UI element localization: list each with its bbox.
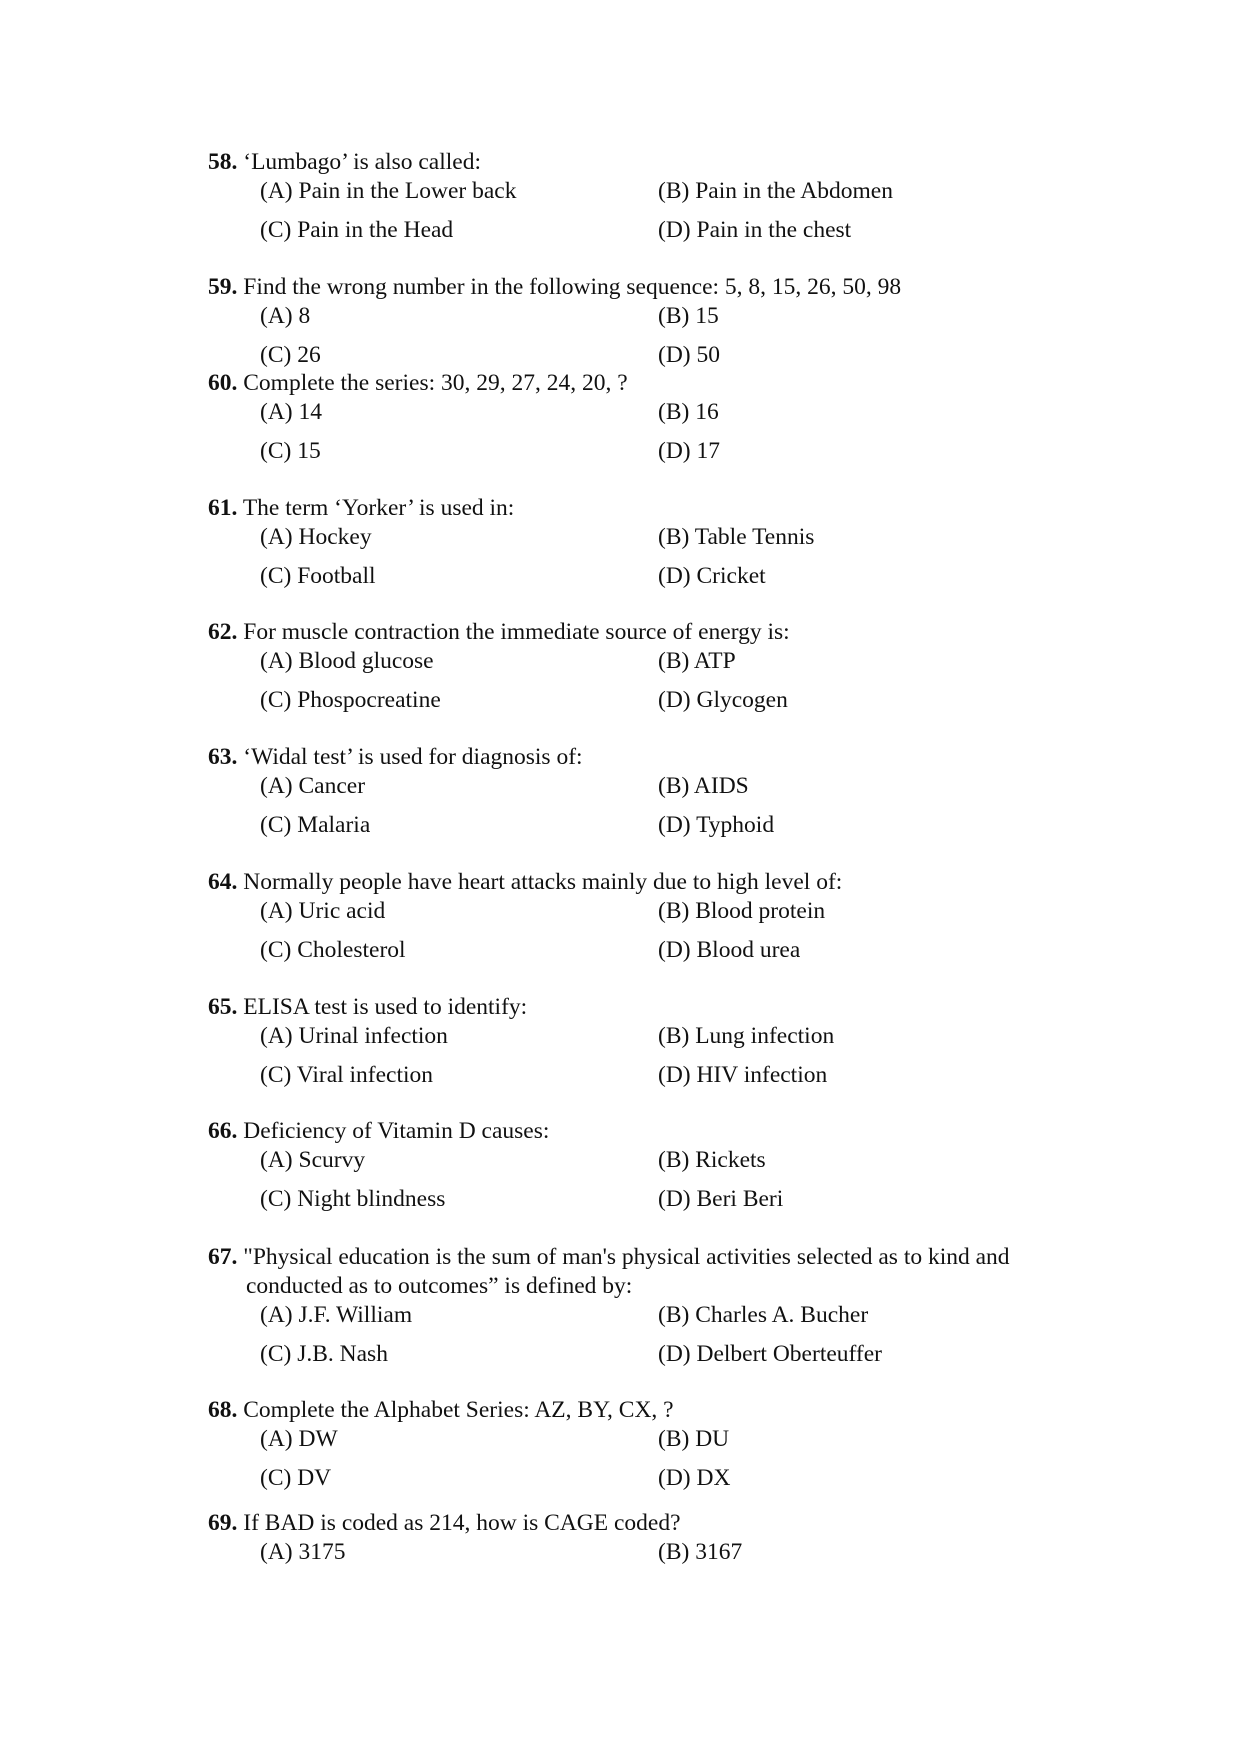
option-b: (B) Blood protein bbox=[658, 898, 826, 924]
option-a: (A) Pain in the Lower back bbox=[260, 178, 517, 204]
option-a: (A) Scurvy bbox=[260, 1147, 366, 1173]
question-text: Complete the series: 30, 29, 27, 24, 20, ? bbox=[243, 370, 628, 396]
option-b: (B) DU bbox=[658, 1426, 730, 1452]
question-text-continued: conducted as to outcomes” is defined by: bbox=[246, 1273, 633, 1299]
option-b: (B) 15 bbox=[658, 303, 719, 329]
question-number: 59. bbox=[208, 274, 238, 300]
question-65 bbox=[208, 993, 1088, 1022]
option-c: (C) Phospocreatine bbox=[260, 687, 441, 713]
question-text: ‘Widal test’ is used for diagnosis of: bbox=[243, 744, 583, 770]
question-text: Complete the Alphabet Series: AZ, BY, CX, ? bbox=[243, 1397, 674, 1423]
option-d: (D) Beri Beri bbox=[658, 1186, 784, 1212]
option-b: (B) Charles A. Bucher bbox=[658, 1302, 869, 1328]
question-61 bbox=[208, 494, 1088, 523]
option-d: (D) Typhoid bbox=[658, 812, 775, 838]
option-d: (D) 50 bbox=[658, 342, 720, 368]
option-c: (C) Viral infection bbox=[260, 1062, 434, 1088]
option-b: (B) Lung infection bbox=[658, 1023, 835, 1049]
option-c: (C) Cholesterol bbox=[260, 937, 406, 963]
option-b: (B) ATP bbox=[658, 648, 736, 674]
option-d: (D) Cricket bbox=[658, 563, 766, 589]
option-d: (D) DX bbox=[658, 1465, 731, 1491]
question-60 bbox=[208, 369, 1088, 398]
option-d: (D) Pain in the chest bbox=[658, 217, 852, 243]
option-d: (D) Blood urea bbox=[658, 937, 801, 963]
option-a: (A) 14 bbox=[260, 399, 322, 425]
question-67 bbox=[208, 1243, 1080, 1301]
option-c: (C) Malaria bbox=[260, 812, 371, 838]
option-b: (B) Rickets bbox=[658, 1147, 766, 1173]
question-text: Find the wrong number in the following sequence: 5, 8, 15, 26, 50, 98 bbox=[243, 274, 902, 300]
option-a: (A) Hockey bbox=[260, 524, 372, 550]
option-d: (D) 17 bbox=[658, 438, 720, 464]
question-number: 69. bbox=[208, 1510, 238, 1536]
question-number: 58. bbox=[208, 149, 238, 175]
option-b: (B) 16 bbox=[658, 399, 719, 425]
option-c: (C) Pain in the Head bbox=[260, 217, 454, 243]
question-62 bbox=[208, 618, 1088, 647]
question-text: ‘Lumbago’ is also called: bbox=[243, 149, 482, 175]
option-c: (C) J.B. Nash bbox=[260, 1341, 388, 1367]
question-63 bbox=[208, 743, 1088, 772]
option-c: (C) DV bbox=[260, 1465, 332, 1491]
option-a: (A) Cancer bbox=[260, 773, 366, 799]
question-text: Deficiency of Vitamin D causes: bbox=[243, 1118, 550, 1144]
question-58 bbox=[208, 148, 1088, 177]
option-b: (B) Table Tennis bbox=[658, 524, 815, 550]
option-d: (D) Delbert Oberteuffer bbox=[658, 1341, 883, 1367]
option-b: (B) 3167 bbox=[658, 1539, 743, 1565]
question-number: 65. bbox=[208, 994, 238, 1020]
option-c: (C) 15 bbox=[260, 438, 321, 464]
question-66 bbox=[208, 1117, 1088, 1146]
question-69 bbox=[208, 1509, 1088, 1538]
option-b: (B) AIDS bbox=[658, 773, 749, 799]
question-text: The term ‘Yorker’ is used in: bbox=[242, 495, 515, 521]
option-d: (D) Glycogen bbox=[658, 687, 788, 713]
question-number: 61. bbox=[208, 495, 238, 521]
option-d: (D) HIV infection bbox=[658, 1062, 828, 1088]
question-number: 60. bbox=[208, 370, 238, 396]
question-number: 63. bbox=[208, 744, 238, 770]
question-number: 67. bbox=[208, 1244, 238, 1270]
question-59 bbox=[208, 273, 1088, 302]
option-c: (C) Football bbox=[260, 563, 376, 589]
question-68 bbox=[208, 1396, 1088, 1425]
question-text: ELISA test is used to identify: bbox=[243, 994, 528, 1020]
option-a: (A) Blood glucose bbox=[260, 648, 434, 674]
option-a: (A) 3175 bbox=[260, 1539, 346, 1565]
option-a: (A) 8 bbox=[260, 303, 311, 329]
question-text: Normally people have heart attacks mainly due to high level of: bbox=[243, 869, 843, 895]
option-c: (C) 26 bbox=[260, 342, 321, 368]
option-a: (A) J.F. William bbox=[260, 1302, 413, 1328]
option-a: (A) Urinal infection bbox=[260, 1023, 448, 1049]
option-a: (A) Uric acid bbox=[260, 898, 386, 924]
option-b: (B) Pain in the Abdomen bbox=[658, 178, 893, 204]
question-text: If BAD is coded as 214, how is CAGE coded? bbox=[243, 1510, 681, 1536]
option-a: (A) DW bbox=[260, 1426, 338, 1452]
question-number: 68. bbox=[208, 1397, 238, 1423]
question-number: 66. bbox=[208, 1118, 238, 1144]
question-64 bbox=[208, 868, 1088, 897]
question-number: 64. bbox=[208, 869, 238, 895]
question-number: 62. bbox=[208, 619, 238, 645]
question-text: "Physical education is the sum of man's physical activities selected as to kind and bbox=[243, 1244, 1010, 1270]
question-text: For muscle contraction the immediate source of energy is: bbox=[243, 619, 790, 645]
option-c: (C) Night blindness bbox=[260, 1186, 446, 1212]
